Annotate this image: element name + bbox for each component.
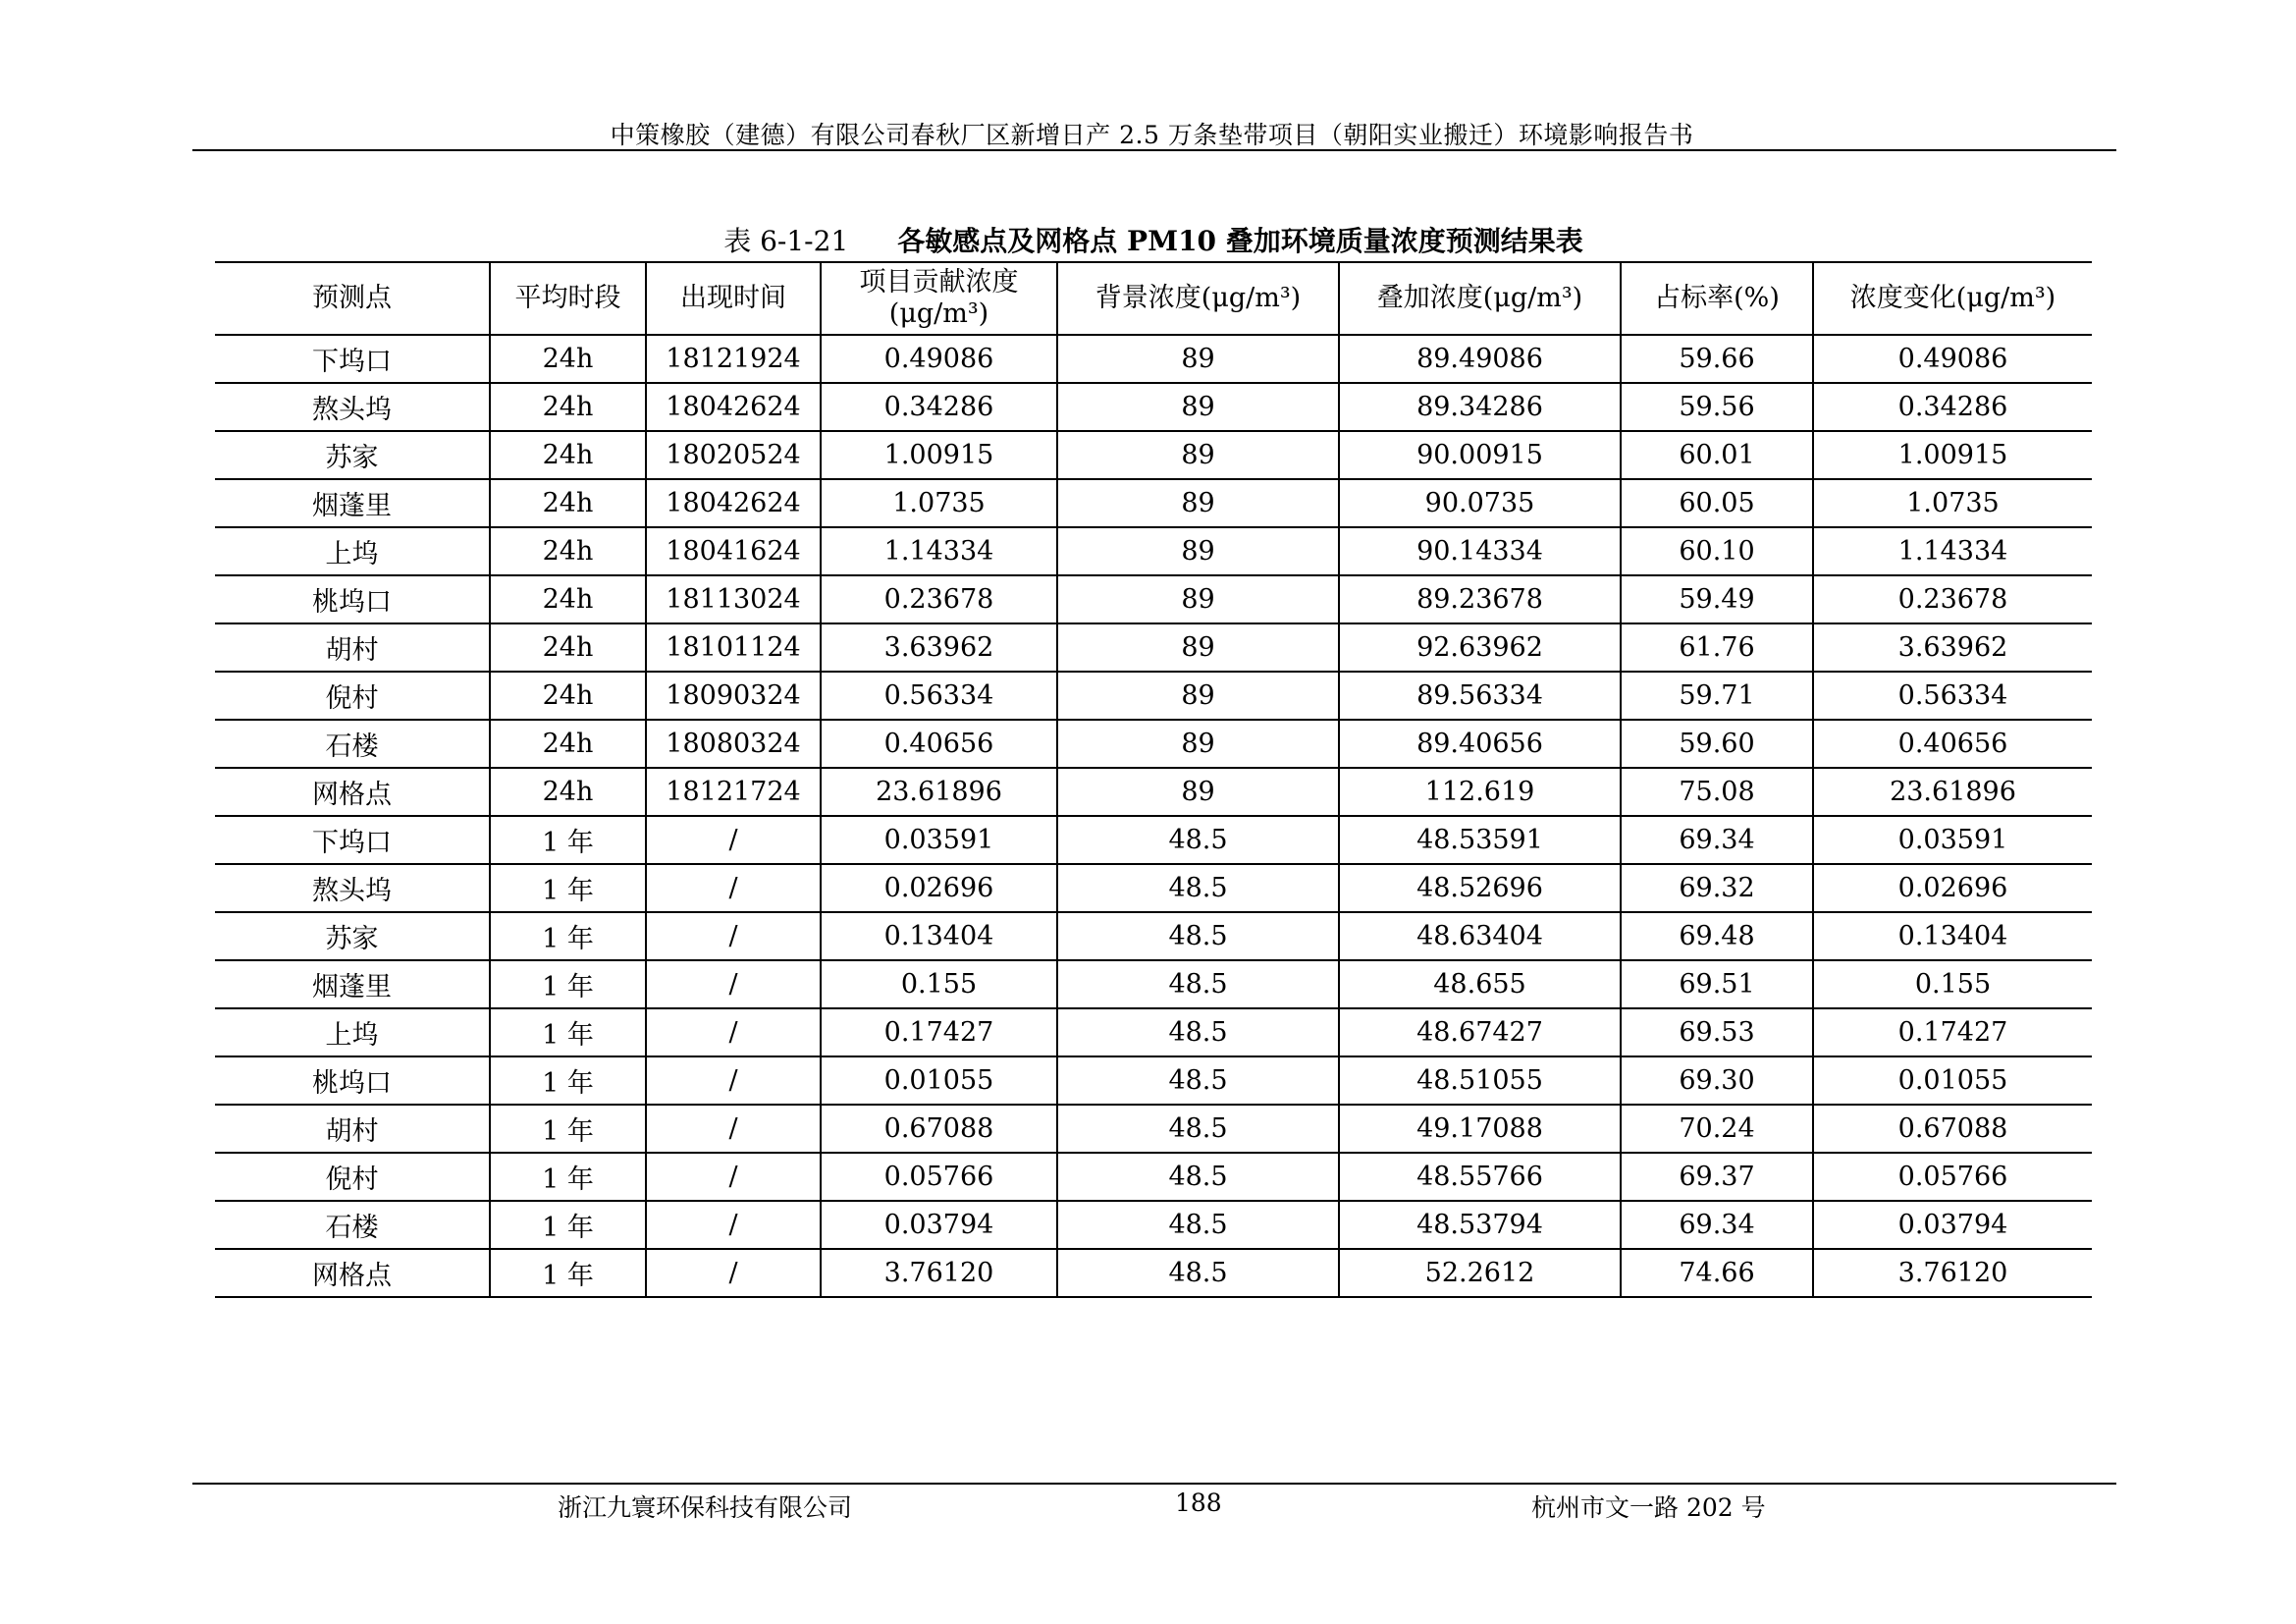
table-cell: 0.155 [1813, 960, 2092, 1008]
table-cell: 69.53 [1621, 1008, 1813, 1056]
table-cell: 74.66 [1621, 1249, 1813, 1297]
table-cell: 23.61896 [1813, 768, 2092, 816]
table-cell: 上坞 [325, 1020, 379, 1051]
table-cell: 1.14334 [1813, 527, 2092, 575]
table-caption [215, 220, 2092, 259]
table-row [215, 575, 2092, 623]
table-cell: 苏家 [325, 443, 379, 473]
table-cell: 倪村 [325, 683, 379, 714]
table-cell: 3.63962 [821, 623, 1057, 672]
table-cell: 3.76120 [1813, 1249, 2092, 1297]
table-row [215, 1249, 2092, 1297]
table-caption-text: 各敏感点及网格点 PM10 叠加环境质量浓度预测结果表 [897, 225, 1583, 257]
table-cell: 桃坞口 [312, 587, 392, 618]
table-cell: 0.67088 [821, 1105, 1057, 1153]
table-cell: 89 [1057, 575, 1339, 623]
table-row [215, 1105, 2092, 1153]
table-cell: 89 [1057, 672, 1339, 720]
table-cell: 48.5 [1057, 864, 1339, 912]
table-cell: 0.56334 [821, 672, 1057, 720]
table-cell: 48.63404 [1339, 912, 1621, 960]
results-table-container [215, 261, 2092, 1298]
table-cell: 48.5 [1057, 816, 1339, 864]
table-cell: 下坞口 [312, 347, 392, 377]
table-cell: 0.40656 [1813, 720, 2092, 768]
table-row [215, 335, 2092, 383]
table-cell: 3.76120 [821, 1249, 1057, 1297]
table-cell: 48.5 [1057, 1105, 1339, 1153]
table-cell: 0.155 [821, 960, 1057, 1008]
table-row [215, 720, 2092, 768]
table-row [215, 912, 2092, 960]
column-header-line2: (μg/m³) [888, 298, 989, 329]
table-cell: 90.14334 [1339, 527, 1621, 575]
table-cell: 89 [1057, 479, 1339, 527]
table-cell: 0.05766 [1813, 1153, 2092, 1201]
table-cell: 24h [490, 623, 646, 672]
table-cell: 1 年 [490, 1153, 646, 1201]
table-cell: 1 年 [490, 1056, 646, 1105]
table-cell: 上坞 [325, 539, 379, 569]
table-cell: 0.17427 [821, 1008, 1057, 1056]
table-cell: 下坞口 [312, 828, 392, 858]
table-cell: 59.56 [1621, 383, 1813, 431]
table-cell: 89 [1057, 527, 1339, 575]
column-header: 浓度变化(μg/m³) [1813, 262, 2092, 335]
table-cell: 0.13404 [1813, 912, 2092, 960]
table-cell: 24h [490, 527, 646, 575]
table-cell: 石楼 [325, 1213, 379, 1243]
table-cell: 89 [1057, 431, 1339, 479]
table-cell: 48.5 [1057, 1056, 1339, 1105]
table-cell: 0.13404 [821, 912, 1057, 960]
table-caption-number: 表 6-1-21 [723, 225, 849, 257]
table-cell: 18020524 [646, 431, 821, 479]
table-cell: 18080324 [646, 720, 821, 768]
table-cell: 熬头坞 [312, 395, 392, 425]
table-row [215, 864, 2092, 912]
table-cell: 48.5 [1057, 1201, 1339, 1249]
footer-page-number: 188 [1175, 1489, 1222, 1517]
table-cell: 24h [490, 720, 646, 768]
table-cell: / [646, 1201, 821, 1249]
table-cell: 18090324 [646, 672, 821, 720]
table-cell: 70.24 [1621, 1105, 1813, 1153]
table-cell: 59.66 [1621, 335, 1813, 383]
table-cell: 18041624 [646, 527, 821, 575]
table-cell: / [646, 816, 821, 864]
table-cell: 48.51055 [1339, 1056, 1621, 1105]
table-cell: 0.05766 [821, 1153, 1057, 1201]
table-cell: 熬头坞 [312, 876, 392, 906]
table-cell: 48.655 [1339, 960, 1621, 1008]
table-cell: / [646, 1056, 821, 1105]
table-cell: 89 [1057, 335, 1339, 383]
table-cell: 0.01055 [1813, 1056, 2092, 1105]
column-header: 叠加浓度(μg/m³) [1339, 262, 1621, 335]
table-cell: 89.34286 [1339, 383, 1621, 431]
table-cell: 0.23678 [821, 575, 1057, 623]
table-cell: 48.5 [1057, 960, 1339, 1008]
table-row [215, 672, 2092, 720]
table-row [215, 1201, 2092, 1249]
table-cell: 48.67427 [1339, 1008, 1621, 1056]
table-cell: 89.40656 [1339, 720, 1621, 768]
table-cell: 48.53794 [1339, 1201, 1621, 1249]
table-cell: 48.5 [1057, 912, 1339, 960]
table-cell: 59.60 [1621, 720, 1813, 768]
table-cell: 0.03794 [1813, 1201, 2092, 1249]
table-cell: 3.63962 [1813, 623, 2092, 672]
table-cell: 52.2612 [1339, 1249, 1621, 1297]
table-cell: 0.49086 [1813, 335, 2092, 383]
table-cell: 24h [490, 575, 646, 623]
table-cell: 18121724 [646, 768, 821, 816]
table-cell: 0.67088 [1813, 1105, 2092, 1153]
table-cell: 苏家 [325, 924, 379, 954]
table-cell: 89.56334 [1339, 672, 1621, 720]
table-cell: 1.0735 [1813, 479, 2092, 527]
table-cell: 48.53591 [1339, 816, 1621, 864]
table-cell: 1 年 [490, 864, 646, 912]
table-cell: 18042624 [646, 383, 821, 431]
table-cell: 烟蓬里 [312, 491, 392, 521]
table-cell: 69.51 [1621, 960, 1813, 1008]
table-cell: 倪村 [325, 1164, 379, 1195]
column-header: 背景浓度(μg/m³) [1057, 262, 1339, 335]
table-cell: 0.23678 [1813, 575, 2092, 623]
table-cell: / [646, 864, 821, 912]
table-cell: 石楼 [325, 731, 379, 762]
table-cell: 0.40656 [821, 720, 1057, 768]
table-row [215, 1008, 2092, 1056]
table-cell: 48.5 [1057, 1008, 1339, 1056]
column-header: 占标率(%) [1621, 262, 1813, 335]
footer-divider [192, 1483, 2116, 1485]
table-cell: 59.71 [1621, 672, 1813, 720]
table-cell: 60.05 [1621, 479, 1813, 527]
column-header: 预测点 [312, 283, 392, 313]
table-cell: 90.0735 [1339, 479, 1621, 527]
table-cell: 60.10 [1621, 527, 1813, 575]
table-cell: 75.08 [1621, 768, 1813, 816]
table-cell: 24h [490, 431, 646, 479]
table-cell: 18121924 [646, 335, 821, 383]
table-cell: 48.55766 [1339, 1153, 1621, 1201]
table-row [215, 383, 2092, 431]
table-cell: 胡村 [325, 1116, 379, 1147]
footer-company: 浙江九寰环保科技有限公司 [558, 1493, 853, 1522]
table-cell: 18113024 [646, 575, 821, 623]
table-cell: 89.49086 [1339, 335, 1621, 383]
table-cell: 69.30 [1621, 1056, 1813, 1105]
table-cell: 1.0735 [821, 479, 1057, 527]
table-cell: 0.34286 [1813, 383, 2092, 431]
table-cell: 90.00915 [1339, 431, 1621, 479]
table-cell: 24h [490, 672, 646, 720]
table-row [215, 623, 2092, 672]
table-cell: 69.34 [1621, 816, 1813, 864]
table-cell: / [646, 1105, 821, 1153]
table-cell: 24h [490, 768, 646, 816]
table-cell: 1.00915 [821, 431, 1057, 479]
table-cell: 1 年 [490, 1105, 646, 1153]
table-cell: 24h [490, 383, 646, 431]
table-cell: 18101124 [646, 623, 821, 672]
table-cell: 1.00915 [1813, 431, 2092, 479]
table-row [215, 527, 2092, 575]
page-header-title: 中策橡胶（建德）有限公司春秋厂区新增日产 2.5 万条垫带项目（朝阳实业搬迁）环境影响报告书 [610, 121, 1694, 149]
table-cell: 0.03591 [1813, 816, 2092, 864]
table-cell: 112.619 [1339, 768, 1621, 816]
table-cell: 桃坞口 [312, 1068, 392, 1099]
table-cell: 89 [1057, 720, 1339, 768]
table-cell: 59.49 [1621, 575, 1813, 623]
table-cell: 网格点 [312, 780, 392, 810]
table-cell: 89 [1057, 623, 1339, 672]
table-cell: / [646, 960, 821, 1008]
table-row [215, 1056, 2092, 1105]
pm10-results-table [215, 261, 2092, 1298]
table-cell: 0.03591 [821, 816, 1057, 864]
table-row [215, 816, 2092, 864]
column-header [821, 262, 1057, 335]
table-cell: 0.49086 [821, 335, 1057, 383]
table-cell: 69.37 [1621, 1153, 1813, 1201]
table-cell: 0.02696 [821, 864, 1057, 912]
table-cell: 92.63962 [1339, 623, 1621, 672]
table-cell: 48.52696 [1339, 864, 1621, 912]
table-cell: 60.01 [1621, 431, 1813, 479]
table-cell: 网格点 [312, 1261, 392, 1291]
table-cell: 0.17427 [1813, 1008, 2092, 1056]
table-cell: 23.61896 [821, 768, 1057, 816]
table-cell: 48.5 [1057, 1153, 1339, 1201]
table-cell: 24h [490, 335, 646, 383]
table-cell: 61.76 [1621, 623, 1813, 672]
column-header: 出现时间 [646, 262, 821, 335]
table-cell: 1 年 [490, 1201, 646, 1249]
table-cell: 1 年 [490, 912, 646, 960]
table-cell: 1 年 [490, 1249, 646, 1297]
table-cell: 48.5 [1057, 1249, 1339, 1297]
table-row [215, 960, 2092, 1008]
table-cell: 0.56334 [1813, 672, 2092, 720]
table-cell: / [646, 1249, 821, 1297]
table-cell: 89 [1057, 383, 1339, 431]
table-row [215, 1153, 2092, 1201]
table-body [215, 335, 2092, 1297]
table-cell: / [646, 1008, 821, 1056]
table-cell: / [646, 1153, 821, 1201]
table-cell: 24h [490, 479, 646, 527]
header-divider [192, 149, 2116, 151]
table-cell: 89.23678 [1339, 575, 1621, 623]
table-cell: / [646, 912, 821, 960]
table-cell: 69.32 [1621, 864, 1813, 912]
table-row [215, 768, 2092, 816]
footer-address: 杭州市文一路 202 号 [1531, 1493, 1766, 1522]
table-cell: 89 [1057, 768, 1339, 816]
table-cell: 49.17088 [1339, 1105, 1621, 1153]
table-cell: 胡村 [325, 635, 379, 666]
table-cell: 1 年 [490, 960, 646, 1008]
table-cell: 1 年 [490, 816, 646, 864]
table-cell: 0.02696 [1813, 864, 2092, 912]
table-cell: 0.01055 [821, 1056, 1057, 1105]
table-cell: 18042624 [646, 479, 821, 527]
table-cell: 1.14334 [821, 527, 1057, 575]
table-cell: 烟蓬里 [312, 972, 392, 1002]
table-cell: 69.34 [1621, 1201, 1813, 1249]
column-header-line1: 项目贡献浓度 [859, 267, 1019, 298]
table-cell: 0.34286 [821, 383, 1057, 431]
table-cell: 69.48 [1621, 912, 1813, 960]
table-row [215, 431, 2092, 479]
table-header-row [215, 262, 2092, 335]
table-row [215, 479, 2092, 527]
table-cell: 1 年 [490, 1008, 646, 1056]
table-cell: 0.03794 [821, 1201, 1057, 1249]
column-header: 平均时段 [490, 262, 646, 335]
